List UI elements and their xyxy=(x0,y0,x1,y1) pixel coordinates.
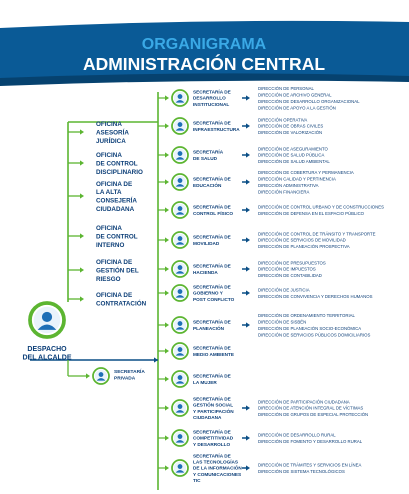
directorate-label: DIRECCIÓN DE DESARROLLO RURAL xyxy=(258,432,336,438)
office-label: RIESGO xyxy=(96,275,121,283)
secretariat-label: SECRETARÍA DE xyxy=(193,429,231,435)
secretariat-icon xyxy=(172,261,188,277)
directorate-label: DIRECCIÓN DE ARCHIVO GENERAL xyxy=(258,92,332,98)
directorate-label: DIRECCIÓN DE COBERTURA Y PERMANENCIA xyxy=(258,170,354,176)
office-label: CONSEJERÍA xyxy=(96,197,137,205)
icon-head xyxy=(178,151,183,156)
directorate-label: DIRECCIÓN DE SERVICIOS DE MOVILIDAD xyxy=(258,237,346,243)
arrow-head-icon xyxy=(80,129,84,134)
office-label: OFICINA xyxy=(96,121,122,128)
secretariat-label: PLANEACIÓN xyxy=(193,325,224,331)
secretariat-label: SECRETARÍA xyxy=(193,149,224,155)
directorate-label: DIRECCIÓN DE PARTICIPACIÓN CIUDADANA xyxy=(258,399,350,405)
office-label: OFICINA DE xyxy=(96,292,133,300)
arrow-head-icon xyxy=(165,266,169,271)
arrow-head-icon xyxy=(165,207,169,212)
private-secretary-icon xyxy=(93,368,109,384)
directorate-label: DIRECCIÓN DE GRUPOS DE ESPECIAL PROTECCIÓN xyxy=(258,412,369,418)
secretariat-label: LAS TECNOLOGÍAS xyxy=(193,459,239,465)
arrow-head-icon xyxy=(86,373,90,378)
secretariat-label: SECRETARÍA DE xyxy=(193,120,231,126)
directorate-label: DIRECCIÓN DE DESARROLLO ORGANIZACIONAL xyxy=(258,98,360,104)
arrow-head-icon xyxy=(165,290,169,295)
office-label: CIUDADANA xyxy=(96,206,135,213)
secretariat-label: MOVILIDAD xyxy=(193,240,220,246)
office-label: OFICINA xyxy=(96,152,122,159)
icon-head xyxy=(178,206,183,211)
directorate-label: DIRECCIÓN DE CONTABILIDAD xyxy=(258,273,322,279)
secretariat-icon xyxy=(172,118,188,134)
secretariat-label: SECRETARÍA DE xyxy=(193,263,231,269)
directorate-label: DIRECCIÓN DE VALORIZACIÓN xyxy=(258,130,323,136)
directorate-label: DIRECCIÓN DE SISTEMA TECNOLÓGICOS xyxy=(258,468,345,474)
arrow-head-icon xyxy=(165,435,169,440)
office-label: OFICINA DE xyxy=(96,180,133,188)
office-label: OFICINA DE xyxy=(96,259,133,266)
icon-head xyxy=(42,312,52,322)
secretariat-label: SECRETARÍA DE xyxy=(193,396,231,402)
secretariat-label: GESTIÓN SOCIAL xyxy=(193,402,234,408)
directorate-label: DIRECCIÓN DE ASEGURAMIENTO xyxy=(258,146,328,152)
arrow-head-icon xyxy=(80,233,84,238)
arrow-head-icon xyxy=(165,348,169,353)
directorate-label: DIRECCIÓN DE PLANEACIÓN SOCIO-ECONÓMICA xyxy=(258,325,362,331)
title-banner xyxy=(0,21,409,86)
secretariat-label: DE SALUD xyxy=(193,155,217,161)
arrow-head-icon xyxy=(80,160,84,165)
secretariat-label: SECRETARÍA DE xyxy=(193,373,231,379)
arrow-head-icon xyxy=(165,405,169,410)
arrow-head-icon xyxy=(165,123,169,128)
secretariat-label: TIC xyxy=(193,478,201,484)
secretariat-label: LA MUJER xyxy=(193,379,217,385)
secretariat-label: DE LA INFORMACIÓN xyxy=(193,465,242,471)
icon-head xyxy=(178,265,183,270)
arrow-head-icon xyxy=(165,179,169,184)
directorate-label: DIRECCIÓN DE IMPUESTOS xyxy=(258,266,316,272)
directorate-label: DIRECCIÓN DE PERSONAL xyxy=(258,86,314,92)
arrow-head-icon xyxy=(165,152,169,157)
office-label: CONTRATACIÓN xyxy=(96,300,147,308)
icon-head xyxy=(178,236,183,241)
secretariat-icon xyxy=(172,400,188,416)
directorate-label: DIRECCIÓN DE OBRAS CIVILES xyxy=(258,123,324,129)
directorate-label: DIRECCIÓN FINANCIERA xyxy=(258,189,310,195)
directorate-label: DIRECCIÓN DE PRESUPUESTOS xyxy=(258,260,326,266)
root-label: DESPACHO xyxy=(27,346,67,353)
directorate-label: DIRECCIÓN DE TRÁMITES Y SERVICIOS EN LÍNEA xyxy=(258,462,362,468)
secretariat-icon xyxy=(172,343,188,359)
directorate-label: DIRECCIÓN DE DEFENSA EN EL ESPACIO PÚBLICO xyxy=(258,210,365,216)
secretariat-label: SECRETARÍA DE xyxy=(193,453,231,459)
secretariat-label: SECRETARÍA DE xyxy=(193,89,231,95)
secretariat-icon xyxy=(172,460,188,476)
secretariat-icon xyxy=(172,174,188,190)
secretariat-icon xyxy=(172,371,188,387)
arrow-head-icon xyxy=(165,237,169,242)
secretariat-label: INSTITUCIONAL xyxy=(193,101,230,107)
secretariat-label: SECRETARÍA DE xyxy=(193,204,231,210)
directorate-label: DIRECCIÓN DE CONTROL DE TRÁNSITO Y TRANSPORTE xyxy=(258,231,376,237)
icon-head xyxy=(178,464,183,469)
directorate-label: DIRECCIÓN DE SALUD AMBIENTAL xyxy=(258,159,330,165)
office-label: DE CONTROL xyxy=(96,233,138,241)
secretariat-label: Y DESARROLLO xyxy=(193,441,231,447)
office-label: DISCIPLINARIO xyxy=(96,168,143,176)
secretariat-label: SECRETARÍA DE xyxy=(193,319,231,325)
private-secretary-label: SECRETARÍA xyxy=(114,370,145,375)
secretariat-label: Y PARTICIPACIÓN xyxy=(193,408,234,414)
secretariat-icon xyxy=(172,90,188,106)
secretariat-label: CONTROL FÍSICO xyxy=(193,210,234,216)
arrow-head-icon xyxy=(165,95,169,100)
secretariat-label: SECRETARÍA DE xyxy=(193,234,231,240)
secretariat-icon xyxy=(172,285,188,301)
secretariat-label: EDUCACIÓN xyxy=(193,182,222,188)
secretariat-label: POST CONFLICTO xyxy=(193,296,235,302)
secretariat-icon xyxy=(172,317,188,333)
icon-head xyxy=(99,372,104,377)
directorate-label: DIRECCIÓN DE ATENCIÓN INTEGRAL DE VÍCTIMAS xyxy=(258,405,364,411)
secretariat-label: SECRETARÍA DE xyxy=(193,176,231,182)
office-label: DE CONTROL xyxy=(96,160,138,168)
secretariat-label: INFRAESTRUCTURA xyxy=(193,126,240,132)
directorate-label: DIRECCIÓN DE APOYO A LA GESTIÓN xyxy=(258,105,336,111)
title-line-2: ADMINISTRACIÓN CENTRAL xyxy=(82,54,326,74)
secretariat-icon xyxy=(172,202,188,218)
office-label: JURÍDICA xyxy=(96,137,126,145)
icon-head xyxy=(178,178,183,183)
arrow-head-icon xyxy=(80,296,84,301)
secretariat-label: COMPETITIVIDAD xyxy=(193,435,234,441)
icon-head xyxy=(178,122,183,127)
secretariat-label: SECRETARÍA DE xyxy=(193,345,231,351)
icon-head xyxy=(178,289,183,294)
directorate-label: DIRECCIÓN OPERATIVA xyxy=(258,117,308,123)
directorate-label: DIRECCIÓN DE CONTROL URBANO Y DE CONSTRUCCIONES xyxy=(258,204,384,210)
office-label: LA ALTA xyxy=(96,189,122,197)
arrow-head-icon xyxy=(80,193,84,198)
office-label: GESTIÓN DEL xyxy=(96,267,139,275)
directorate-label: DIRECCIÓN DE SALUD PÚBLICA xyxy=(258,152,325,158)
secretariat-label: GOBIERNO Y xyxy=(193,290,223,296)
icon-head xyxy=(178,434,183,439)
secretariat-icon xyxy=(172,147,188,163)
directorate-label: DIRECCIÓN CALIDAD Y PERTINENCIA xyxy=(258,176,336,182)
root-person-icon xyxy=(30,303,64,337)
arrow-head-icon xyxy=(80,267,84,272)
secretariat-label: Y COMUNICACIONES xyxy=(193,471,242,477)
directorate-label: DIRECCIÓN DE JUSTICIA xyxy=(258,287,310,293)
directorate-label: DIRECCIÓN ADMINISTRATIVA xyxy=(258,182,319,188)
directorate-label: DIRECCIÓN DE SERVICIOS PÚBLICOS DOMICILIARIOS xyxy=(258,332,371,338)
secretariat-label: HACIENDA xyxy=(193,269,218,275)
directorate-label: DIRECCIÓN DE CONVIVENCIA Y DERECHOS HUMANOS xyxy=(258,293,373,299)
directorate-label: DIRECCIÓN DE ORDENAMIENTO TERRITORIAL xyxy=(258,313,355,319)
private-secretary-label: PRIVADA xyxy=(114,376,136,382)
secretariat-label: SECRETARÍA DE xyxy=(193,284,231,290)
arrow-head-icon xyxy=(165,322,169,327)
icon-head xyxy=(178,94,183,99)
office-label: ASESORÍA xyxy=(96,129,129,137)
title-line-1: ORGANIGRAMA xyxy=(141,36,267,53)
icon-head xyxy=(178,321,183,326)
arrow-head-icon xyxy=(165,465,169,470)
icon-head xyxy=(178,375,183,380)
secretariat-icon xyxy=(172,430,188,446)
office-label: INTERNO xyxy=(96,241,125,249)
org-nodes xyxy=(23,86,385,483)
secretariat-label: DESARROLLO xyxy=(193,95,226,101)
directorate-label: DIRECCIÓN DE FOMENTO Y DESARROLLO RURAL xyxy=(258,438,363,444)
directorate-label: DIRECCIÓN DE PLANEACIÓN PROSPECTIVA xyxy=(258,244,350,250)
root-label: DEL ALCALDE xyxy=(22,354,72,362)
secretariat-icon xyxy=(172,232,188,248)
icon-head xyxy=(178,347,183,352)
office-label: OFICINA xyxy=(96,225,122,232)
secretariat-label: CIUDADANA xyxy=(193,415,222,420)
secretariat-label: MEDIO AMBIENTE xyxy=(193,351,234,357)
directorate-label: DIRECCIÓN DE SISBÉN xyxy=(258,319,307,325)
arrow-head-icon xyxy=(165,376,169,381)
icon-head xyxy=(178,404,183,409)
